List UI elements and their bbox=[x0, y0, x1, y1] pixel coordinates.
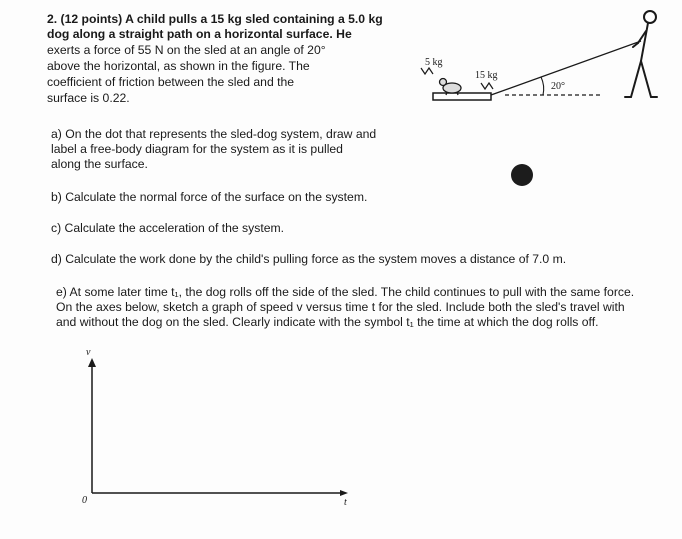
part-a-line-3: along the surface. bbox=[51, 157, 148, 171]
part-e-line-2: On the axes below, sketch a graph of speed v versus time t for the sled. Include both the sled's travel with bbox=[56, 300, 625, 314]
part-b: b) Calculate the normal force of the surface on the system. bbox=[51, 190, 368, 204]
angle-arc bbox=[541, 77, 544, 95]
y-axis-label: v bbox=[86, 347, 91, 358]
angle-label: 20° bbox=[551, 81, 565, 92]
y-axis-arrow bbox=[88, 358, 96, 367]
part-c: c) Calculate the acceleration of the system. bbox=[51, 221, 285, 235]
free-body-dot[interactable] bbox=[511, 164, 533, 186]
rope bbox=[491, 41, 641, 95]
part-d: d) Calculate the work done by the child's pulling force as the system moves a distance of 7.0 m. bbox=[51, 252, 567, 266]
x-axis-label: t bbox=[344, 497, 347, 508]
x-axis-arrow bbox=[340, 490, 348, 496]
origin-label: 0 bbox=[82, 495, 87, 506]
dog-mass-marker bbox=[421, 68, 433, 74]
sled-mass-label: 15 kg bbox=[475, 70, 498, 81]
problem-body-line-4: surface is 0.22. bbox=[47, 91, 130, 105]
part-a-line-1: a) On the dot that represents the sled-dog system, draw and bbox=[51, 127, 377, 141]
sled bbox=[433, 93, 491, 100]
problem-body-line-2: above the horizontal, as shown in the figure. The bbox=[47, 59, 310, 73]
problem-header-line-2: dog along a straight path on a horizontal surface. He bbox=[47, 27, 352, 41]
problem-body-line-3: coefficient of friction between the sled and the bbox=[47, 75, 295, 89]
child-figure bbox=[625, 11, 657, 97]
dog-mass-label: 5 kg bbox=[425, 57, 443, 68]
part-e-line-1: e) At some later time t₁, the dog rolls off the side of the sled. The child continues to pull with the same force. bbox=[56, 285, 635, 299]
problem-body-line-1: exerts a force of 55 N on the sled at an angle of 20° bbox=[47, 43, 326, 57]
part-a-line-2: label a free-body diagram for the system as it is pulled bbox=[51, 142, 343, 156]
speed-time-axes[interactable] bbox=[78, 345, 368, 510]
sled-mass-marker bbox=[481, 83, 493, 89]
problem-header-line-1: 2. (12 points) A child pulls a 15 kg sled containing a 5.0 kg bbox=[47, 12, 383, 26]
sled-figure bbox=[415, 5, 677, 105]
part-e-line-3: and without the dog on the sled. Clearly indicate with the symbol t₁ the time at which the dog rolls off. bbox=[56, 315, 599, 329]
